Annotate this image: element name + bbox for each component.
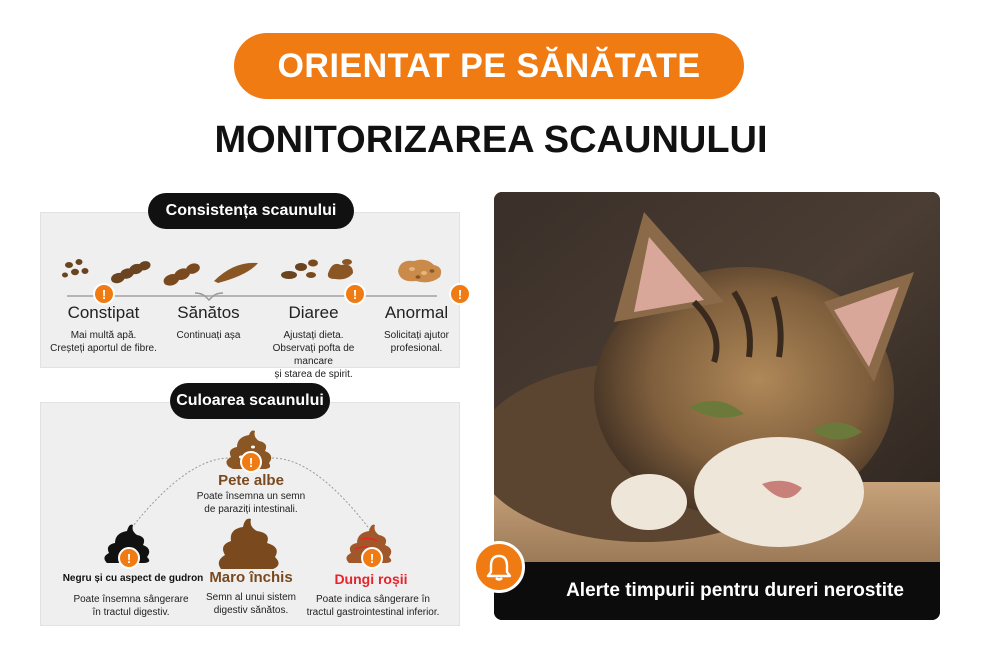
abnormal-desc: Solicitați ajutor profesional.: [383, 330, 450, 354]
photo-caption-bar: [494, 562, 940, 620]
color-heading: Culoarea scaunului: [170, 383, 330, 419]
consistency-item-abnormal: [364, 213, 469, 369]
consistency-heading: Consistența scaunului: [148, 193, 354, 229]
color-panel: [40, 402, 460, 626]
red-streaks-label: Dungi roșii: [334, 571, 408, 587]
cat-photo-card: [494, 192, 940, 620]
health-oriented-pill: [234, 33, 744, 99]
photo-caption: Alerte timpurii pentru dureri nerostite: [566, 580, 904, 601]
healthy-stool-icon: [156, 253, 261, 289]
red-streaks-desc: Poate indica sângerare în tractul gastrointestinal inferior.: [306, 594, 440, 618]
bell-icon: [473, 541, 525, 593]
consistency-item-constipated: [51, 213, 156, 369]
abnormal-label: Anormal: [384, 303, 449, 322]
cat-photo: [494, 192, 940, 562]
diarrhea-label: Diaree: [288, 303, 339, 322]
alert-icon: !: [449, 283, 471, 305]
alert-icon: !: [361, 547, 383, 569]
alert-icon: !: [240, 451, 262, 473]
health-oriented-text: ORIENTAT PE SĂNĂTATE: [277, 46, 701, 85]
brown-stool-icon: [215, 515, 285, 571]
healthy-desc: Continuați așa: [176, 330, 241, 341]
constipated-desc: Mai multă apă. Creșteți aportul de fibre.: [50, 330, 157, 354]
white-spots-desc: Poate însemna un semn de paraziți intestinali.: [196, 491, 306, 515]
alert-icon: !: [118, 547, 140, 569]
diarrhea-desc: Ajustați dieta. Observați pofta de mancare și starea de spirit.: [272, 330, 355, 380]
brown-label: Maro închis: [209, 569, 293, 586]
white-spots-label: Pete albe: [218, 472, 284, 489]
consistency-item-diarrhea: [261, 213, 366, 380]
alert-icon: !: [93, 283, 115, 305]
black-label: Negru și cu aspect de gudron: [62, 573, 204, 584]
healthy-label: Sănătos: [177, 303, 240, 322]
page-title: MONITORIZAREA SCAUNULUI: [214, 118, 768, 161]
consistency-panel: [40, 212, 463, 380]
consistency-item-healthy: [156, 213, 261, 369]
brown-desc: Semn al unui sistem digestiv sănătos.: [205, 592, 297, 616]
brace-icon: [194, 291, 224, 301]
black-desc: Poate însemna sângerare în tractul digestiv.: [73, 594, 189, 618]
constipated-label: Constipat: [67, 303, 140, 322]
abnormal-stool-icon: [364, 253, 469, 289]
alert-icon: !: [344, 283, 366, 305]
